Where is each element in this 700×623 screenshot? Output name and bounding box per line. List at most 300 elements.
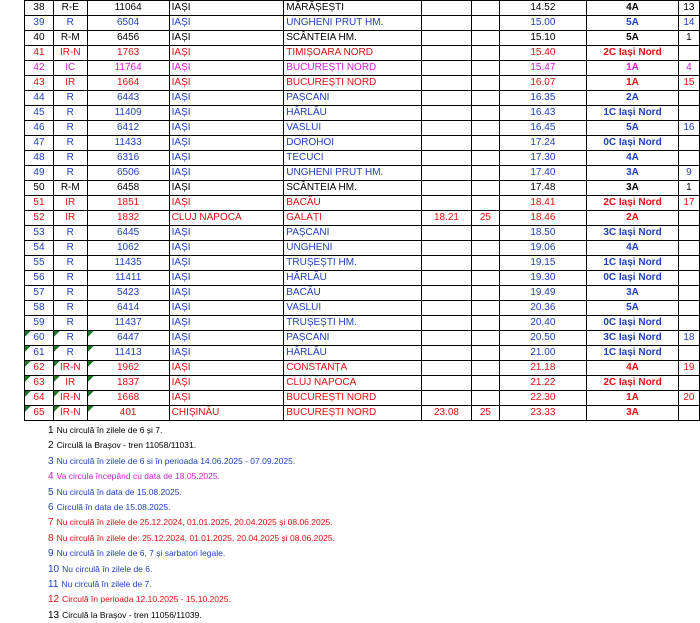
arrival-time	[421, 76, 472, 91]
departure-time: 20.50	[499, 331, 587, 346]
origin-station: IAȘI	[169, 256, 284, 271]
footnote-item	[48, 500, 335, 515]
departure-time: 19.30	[499, 271, 587, 286]
row-number: 56	[25, 271, 54, 286]
origin-station: IAȘI	[169, 76, 284, 91]
train-number: 401	[87, 406, 169, 421]
stop-duration	[472, 391, 499, 406]
note-reference: 15	[678, 76, 699, 91]
destination-station: PAȘCANI	[284, 331, 421, 346]
origin-station: IAȘI	[169, 121, 284, 136]
train-number: 5423	[87, 286, 169, 301]
train-category: IR-N	[53, 406, 87, 421]
row-number: 46	[25, 121, 54, 136]
arrival-time	[421, 391, 472, 406]
note-reference: 4	[678, 61, 699, 76]
stop-duration	[472, 121, 499, 136]
row-number: 59	[25, 316, 54, 331]
origin-station: IAȘI	[169, 331, 284, 346]
origin-station: IAȘI	[169, 346, 284, 361]
train-category: IR	[53, 76, 87, 91]
train-number: 1832	[87, 211, 169, 226]
departure-time: 20.40	[499, 316, 587, 331]
note-reference	[678, 46, 699, 61]
train-category: R	[53, 136, 87, 151]
departure-time: 17.24	[499, 136, 587, 151]
track-line: 1A	[587, 76, 678, 91]
table-row	[25, 361, 700, 376]
note-reference: 20	[678, 391, 699, 406]
footnote-item	[48, 562, 335, 577]
track-line: 5A	[587, 301, 678, 316]
footnote-item	[48, 531, 335, 546]
train-number: 6458	[87, 181, 169, 196]
train-category: R	[53, 286, 87, 301]
footnote-number: 5	[48, 486, 54, 498]
origin-station: CLUJ NAPOCA	[169, 211, 284, 226]
train-category: IR	[53, 196, 87, 211]
arrival-time	[421, 271, 472, 286]
footnote-item	[48, 592, 335, 607]
table-row	[25, 61, 700, 76]
destination-station: DOROHOI	[284, 136, 421, 151]
footnote-number: 10	[48, 563, 60, 575]
track-line: 3A	[587, 286, 678, 301]
note-reference	[678, 406, 699, 421]
note-reference	[678, 106, 699, 121]
origin-station: IAȘI	[169, 361, 284, 376]
row-number: 61	[25, 346, 54, 361]
arrival-time	[421, 16, 472, 31]
track-line: 0C Iași Nord	[587, 136, 678, 151]
track-line: 4A	[587, 361, 678, 376]
table-row	[25, 106, 700, 121]
table-row	[25, 256, 700, 271]
footnote-item	[48, 454, 335, 469]
origin-station: IAȘI	[169, 166, 284, 181]
table-row	[25, 286, 700, 301]
destination-station: TRUȘEȘTI HM.	[284, 256, 421, 271]
table-row	[25, 166, 700, 181]
stop-duration: 25	[472, 406, 499, 421]
track-line: 2C Iași Nord	[587, 196, 678, 211]
destination-station: TECUCI	[284, 151, 421, 166]
origin-station: IAȘI	[169, 106, 284, 121]
arrival-time	[421, 301, 472, 316]
train-number: 1668	[87, 391, 169, 406]
departure-time: 19.06	[499, 241, 587, 256]
footnote-number: 8	[48, 532, 54, 544]
departure-time: 18.41	[499, 196, 587, 211]
train-number: 6445	[87, 226, 169, 241]
track-line: 2A	[587, 91, 678, 106]
row-number: 60	[25, 331, 54, 346]
footnote-item	[48, 608, 335, 623]
footnotes-list	[48, 423, 335, 623]
origin-station: IAȘI	[169, 226, 284, 241]
arrival-time	[421, 121, 472, 136]
footnote-text: Circulă în data de 15.08.2025.	[56, 501, 171, 512]
origin-station: IAȘI	[169, 181, 284, 196]
train-category: R	[53, 16, 87, 31]
train-number: 6504	[87, 16, 169, 31]
track-line: 4A	[587, 151, 678, 166]
origin-station: IAȘI	[169, 1, 284, 16]
track-line: 1A	[587, 391, 678, 406]
note-reference: 13	[678, 1, 699, 16]
train-number: 1062	[87, 241, 169, 256]
footnote-text: Circulă la Brașov - tren 11056/11039.	[62, 609, 202, 620]
departure-time: 20.36	[499, 301, 587, 316]
stop-duration	[472, 376, 499, 391]
stop-duration	[472, 286, 499, 301]
row-number: 44	[25, 91, 54, 106]
departure-time: 23.33	[499, 406, 587, 421]
row-number: 42	[25, 61, 54, 76]
departure-time: 16.35	[499, 91, 587, 106]
footnote-text: Nu circulă în zilele de 6 si în perioada 14.06.2025 - 07.09.2025.	[56, 455, 296, 466]
origin-station: IAȘI	[169, 151, 284, 166]
note-reference: 1	[678, 181, 699, 196]
train-category: R	[53, 256, 87, 271]
arrival-time	[421, 1, 472, 16]
stop-duration	[472, 196, 499, 211]
table-row	[25, 46, 700, 61]
train-number: 11409	[87, 106, 169, 121]
arrival-time	[421, 241, 472, 256]
note-reference: 9	[678, 166, 699, 181]
footnote-number: 12	[48, 594, 60, 606]
track-line: 3A	[587, 406, 678, 421]
departure-time: 14.52	[499, 1, 587, 16]
track-line: 4A	[587, 241, 678, 256]
arrival-time	[421, 61, 472, 76]
departure-time: 21.22	[499, 376, 587, 391]
train-number: 6412	[87, 121, 169, 136]
note-reference	[678, 286, 699, 301]
stop-duration	[472, 166, 499, 181]
departure-time: 17.40	[499, 166, 587, 181]
origin-station: IAȘI	[169, 136, 284, 151]
row-number: 57	[25, 286, 54, 301]
train-number: 6447	[87, 331, 169, 346]
train-number: 6414	[87, 301, 169, 316]
note-reference	[678, 256, 699, 271]
arrival-time	[421, 106, 472, 121]
departure-time: 22.30	[499, 391, 587, 406]
table-row	[25, 31, 700, 46]
train-number: 1837	[87, 376, 169, 391]
train-category: IR-N	[53, 391, 87, 406]
destination-station: BACĂU	[284, 196, 421, 211]
train-number: 11411	[87, 271, 169, 286]
row-number: 48	[25, 151, 54, 166]
note-reference	[678, 376, 699, 391]
stop-duration	[472, 151, 499, 166]
train-category: R	[53, 331, 87, 346]
arrival-time	[421, 181, 472, 196]
stop-duration	[472, 346, 499, 361]
note-reference	[678, 151, 699, 166]
train-number: 1851	[87, 196, 169, 211]
train-category: R	[53, 121, 87, 136]
footnote-text: Circulă la Brașov - tren 11058/11031.	[56, 440, 197, 451]
row-number: 41	[25, 46, 54, 61]
origin-station: IAȘI	[169, 391, 284, 406]
train-category: R-M	[53, 181, 87, 196]
train-category: R	[53, 316, 87, 331]
train-category: R	[53, 271, 87, 286]
arrival-time	[421, 376, 472, 391]
train-category: IR-N	[53, 361, 87, 376]
footnote-number: 6	[48, 501, 54, 513]
track-line: 3C Iași Nord	[587, 226, 678, 241]
train-category: IR	[53, 376, 87, 391]
destination-station: CLUJ NAPOCA	[284, 376, 421, 391]
footnote-text: Nu circulă în zilele de: 25.12.2024, 01.01.2025, 20.04.2025 și 08.06.2025.	[56, 532, 335, 543]
origin-station: IAȘI	[169, 301, 284, 316]
train-category: R	[53, 226, 87, 241]
table-row	[25, 1, 700, 16]
origin-station: IAȘI	[169, 16, 284, 31]
destination-station: VASLUI	[284, 301, 421, 316]
footnote-item	[48, 515, 335, 530]
stop-duration	[472, 316, 499, 331]
track-line: 2A	[587, 211, 678, 226]
footnote-text: Va circula începând cu data de 18.05.2025.	[56, 471, 220, 482]
origin-station: IAȘI	[169, 61, 284, 76]
track-line: 3A	[587, 166, 678, 181]
footnote-text: Nu circulă în zilele de 7.	[61, 578, 152, 589]
row-number: 53	[25, 226, 54, 241]
row-number: 65	[25, 406, 54, 421]
arrival-time	[421, 361, 472, 376]
arrival-time	[421, 316, 472, 331]
train-number: 11413	[87, 346, 169, 361]
destination-station: SCÂNTEIA HM.	[284, 181, 421, 196]
track-line: 1C Iași Nord	[587, 346, 678, 361]
note-reference	[678, 301, 699, 316]
note-reference	[678, 226, 699, 241]
footnote-item	[48, 438, 335, 453]
train-category: R	[53, 241, 87, 256]
origin-station: IAȘI	[169, 31, 284, 46]
train-number: 1664	[87, 76, 169, 91]
footnote-item	[48, 469, 335, 484]
origin-station: IAȘI	[169, 376, 284, 391]
departure-time: 15.10	[499, 31, 587, 46]
row-number: 45	[25, 106, 54, 121]
stop-duration	[472, 31, 499, 46]
origin-station: IAȘI	[169, 91, 284, 106]
table-row	[25, 76, 700, 91]
stop-duration	[472, 271, 499, 286]
note-reference	[678, 91, 699, 106]
track-line: 5A	[587, 121, 678, 136]
table-row	[25, 136, 700, 151]
departure-time: 15.47	[499, 61, 587, 76]
train-category: R	[53, 301, 87, 316]
departure-time: 16.45	[499, 121, 587, 136]
row-number: 55	[25, 256, 54, 271]
row-number: 49	[25, 166, 54, 181]
arrival-time	[421, 346, 472, 361]
train-category: R-M	[53, 31, 87, 46]
destination-station: CONSTANȚA	[284, 361, 421, 376]
departure-time: 15.40	[499, 46, 587, 61]
train-number: 1763	[87, 46, 169, 61]
note-reference	[678, 241, 699, 256]
train-category: R	[53, 346, 87, 361]
stop-duration	[472, 331, 499, 346]
train-number: 11764	[87, 61, 169, 76]
table-row	[25, 316, 700, 331]
stop-duration	[472, 361, 499, 376]
note-reference: 14	[678, 16, 699, 31]
destination-station: UNGHENI PRUT HM.	[284, 16, 421, 31]
arrival-time	[421, 166, 472, 181]
track-line: 2C Iași Nord	[587, 46, 678, 61]
origin-station: IAȘI	[169, 196, 284, 211]
table-row	[25, 301, 700, 316]
train-category: IC	[53, 61, 87, 76]
destination-station: BUCUREȘTI NORD	[284, 406, 421, 421]
footnote-number: 3	[48, 455, 54, 467]
destination-station: TIMIȘOARA NORD	[284, 46, 421, 61]
departure-time: 19.49	[499, 286, 587, 301]
track-line: 4A	[587, 1, 678, 16]
arrival-time	[421, 136, 472, 151]
departure-time: 21.18	[499, 361, 587, 376]
table-row	[25, 346, 700, 361]
footnote-text: Circulă în perioada 12.10.2025 - 15.10.2025.	[62, 594, 231, 605]
footnote-number: 1	[48, 425, 54, 436]
train-number: 6443	[87, 91, 169, 106]
track-line: 0C Iași Nord	[587, 271, 678, 286]
stop-duration	[472, 16, 499, 31]
row-number: 64	[25, 391, 54, 406]
footnote-item	[48, 546, 335, 561]
track-line: 2C Iași Nord	[587, 376, 678, 391]
track-line: 3A	[587, 181, 678, 196]
origin-station: IAȘI	[169, 286, 284, 301]
footnote-item	[48, 423, 335, 438]
arrival-time	[421, 286, 472, 301]
departures-table	[24, 0, 700, 421]
departure-time: 18.50	[499, 226, 587, 241]
departure-time: 21.00	[499, 346, 587, 361]
train-number: 6316	[87, 151, 169, 166]
arrival-time	[421, 226, 472, 241]
arrival-time	[421, 151, 472, 166]
destination-station: TRUȘEȘTI HM.	[284, 316, 421, 331]
stop-duration	[472, 241, 499, 256]
row-number: 62	[25, 361, 54, 376]
destination-station: MĂRĂȘEȘTI	[284, 1, 421, 16]
table-row	[25, 406, 700, 421]
destination-station: PAȘCANI	[284, 226, 421, 241]
table-row	[25, 91, 700, 106]
note-reference: 18	[678, 331, 699, 346]
destination-station: BUCUREȘTI NORD	[284, 61, 421, 76]
footnote-text: Nu circulă în data de 15.08.2025.	[56, 486, 182, 497]
arrival-time: 23.08	[421, 406, 472, 421]
row-number: 52	[25, 211, 54, 226]
stop-duration	[472, 256, 499, 271]
train-category: R-E	[53, 1, 87, 16]
origin-station: IAȘI	[169, 316, 284, 331]
note-reference	[678, 211, 699, 226]
table-row	[25, 121, 700, 136]
destination-station: SCÂNTEIA HM.	[284, 31, 421, 46]
table-row	[25, 196, 700, 211]
note-reference	[678, 136, 699, 151]
row-number: 39	[25, 16, 54, 31]
stop-duration: 25	[472, 211, 499, 226]
stop-duration	[472, 136, 499, 151]
stop-duration	[472, 1, 499, 16]
destination-station: BUCUREȘTI NORD	[284, 76, 421, 91]
footnote-text: Nu circulă în zilele de 6 și 7.	[56, 425, 163, 435]
train-category: IR-N	[53, 46, 87, 61]
train-number: 11433	[87, 136, 169, 151]
row-number: 58	[25, 301, 54, 316]
footnote-number: 13	[48, 609, 60, 621]
stop-duration	[472, 226, 499, 241]
track-line: 5A	[587, 16, 678, 31]
arrival-time	[421, 91, 472, 106]
train-number: 6506	[87, 166, 169, 181]
footnote-text: Nu circulă în zilele de 6, 7 și sarbatori legale.	[56, 548, 226, 559]
table-row	[25, 376, 700, 391]
destination-station: HÂRLĂU	[284, 106, 421, 121]
row-number: 38	[25, 1, 54, 16]
train-number: 11437	[87, 316, 169, 331]
table-row	[25, 226, 700, 241]
destination-station: BACĂU	[284, 286, 421, 301]
note-reference: 16	[678, 121, 699, 136]
origin-station: IAȘI	[169, 241, 284, 256]
note-reference: 1	[678, 31, 699, 46]
arrival-time	[421, 256, 472, 271]
footnote-text: Nu circulă în zilele de 25.12.2024, 01.01.2025, 20.04.2025 și 08.06.2025.	[56, 517, 333, 528]
table-row	[25, 241, 700, 256]
footnote-item	[48, 485, 335, 500]
destination-station: PAȘCANI	[284, 91, 421, 106]
train-number: 6456	[87, 31, 169, 46]
track-line: 1A	[587, 61, 678, 76]
track-line: 1C Iași Nord	[587, 256, 678, 271]
row-number: 50	[25, 181, 54, 196]
destination-station: UNGHENI PRUT HM.	[284, 166, 421, 181]
departure-time: 18.46	[499, 211, 587, 226]
arrival-time	[421, 31, 472, 46]
footnote-number: 9	[48, 548, 54, 560]
stop-duration	[472, 301, 499, 316]
footnote-number: 7	[48, 517, 54, 529]
stop-duration	[472, 61, 499, 76]
destination-station: GALAȚI	[284, 211, 421, 226]
destination-station: BUCUREȘTI NORD	[284, 391, 421, 406]
origin-station: IAȘI	[169, 271, 284, 286]
table-row	[25, 271, 700, 286]
track-line: 5A	[587, 31, 678, 46]
arrival-time	[421, 196, 472, 211]
footnote-number: 4	[48, 471, 54, 483]
stop-duration	[472, 91, 499, 106]
stop-duration	[472, 181, 499, 196]
footnote-item	[48, 577, 335, 592]
